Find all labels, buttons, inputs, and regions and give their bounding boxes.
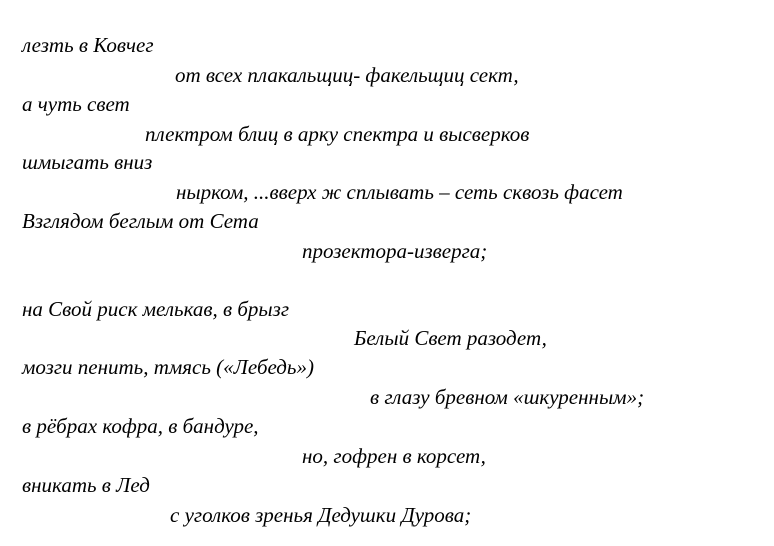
- poem-line-13: в рёбрах кофра, в бандуре,: [22, 414, 259, 438]
- poem-line-2: от всех плакальщиц- факельщиц сект,: [175, 63, 519, 87]
- poem-line-11: мозги пенить, тмясь («Лебедь»): [22, 355, 314, 379]
- poem-line-1: лезть в Ковчег: [22, 33, 154, 57]
- poem-line-10: Белый Свет разодет,: [354, 326, 547, 350]
- poem-line-9: на Свой риск мелькав, в брызг: [22, 297, 290, 321]
- poem-line-4: плектром блиц в арку спектра и высверков: [145, 122, 530, 146]
- poem-line-12: в глазу бревном «шкуренным»;: [370, 385, 645, 409]
- poem-line-15: вникать в Лед: [22, 473, 150, 497]
- poem-line-7: Взглядом беглым от Сета: [22, 209, 259, 233]
- poem-line-6: нырком, ...вверх ж сплывать – сеть сквозь фасет: [176, 180, 623, 204]
- poem-line-3: а чуть свет: [22, 92, 130, 116]
- poem-line-14: но, гофрен в корсет,: [302, 444, 486, 468]
- poem-line-16: с уголков зренья Дедушки Дурова;: [170, 503, 472, 527]
- poem-line-8: прозектора-изверга;: [302, 239, 488, 263]
- poem-line-5: шмыгать вниз: [22, 150, 153, 174]
